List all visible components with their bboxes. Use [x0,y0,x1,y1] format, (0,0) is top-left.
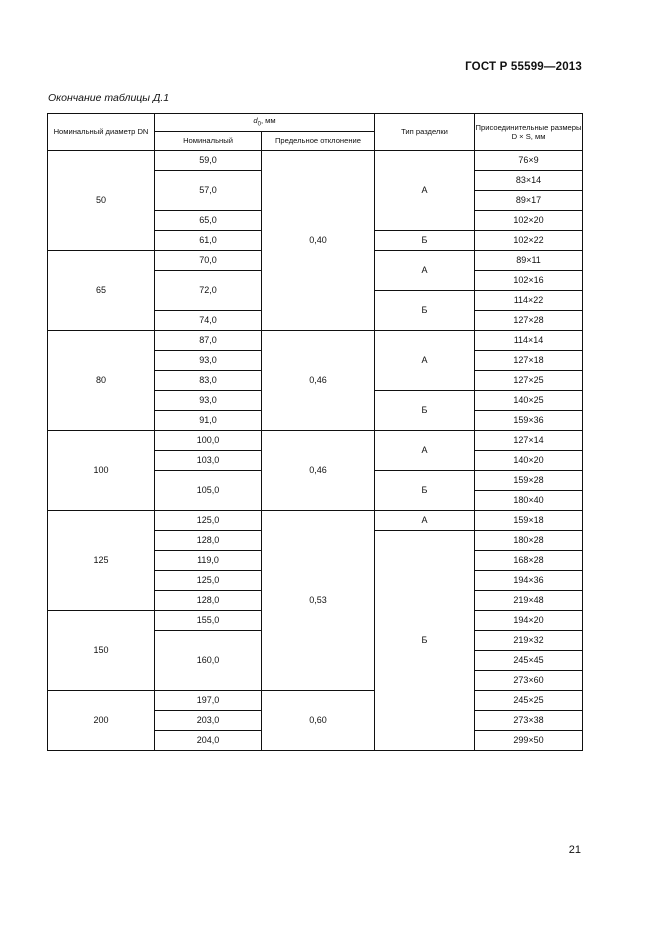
nominal-cell: 125,0 [155,571,262,591]
nominal-cell: 103,0 [155,451,262,471]
dn-cell: 125 [48,511,155,611]
header-sizes: Присоединительные размеры D × S, мм [475,114,583,151]
deviation-cell: 0,46 [262,331,375,431]
size-cell: 219×48 [475,591,583,611]
size-cell: 180×28 [475,531,583,551]
nominal-cell: 128,0 [155,591,262,611]
nominal-cell: 83,0 [155,371,262,391]
type-cell: Б [375,471,475,511]
nominal-cell: 119,0 [155,551,262,571]
nominal-cell: 59,0 [155,151,262,171]
type-cell: А [375,251,475,291]
nominal-cell: 197,0 [155,691,262,711]
size-cell: 159×28 [475,471,583,491]
nominal-cell: 91,0 [155,411,262,431]
deviation-cell: 0,40 [262,151,375,331]
size-cell: 159×36 [475,411,583,431]
dn-cell: 200 [48,691,155,751]
type-cell: А [375,511,475,531]
nominal-cell: 65,0 [155,211,262,231]
size-cell: 127×18 [475,351,583,371]
size-cell: 159×18 [475,511,583,531]
deviation-cell: 0,60 [262,691,375,751]
size-cell: 127×25 [475,371,583,391]
size-cell: 140×20 [475,451,583,471]
nominal-cell: 203,0 [155,711,262,731]
size-cell: 76×9 [475,151,583,171]
size-cell: 140×25 [475,391,583,411]
header-dn: Номинальный диаметр DN [48,114,155,151]
size-cell: 127×28 [475,311,583,331]
type-cell: А [375,431,475,471]
type-cell: А [375,331,475,391]
nominal-cell: 57,0 [155,171,262,211]
size-cell: 83×14 [475,171,583,191]
dn-cell: 100 [48,431,155,511]
deviation-cell: 0,53 [262,511,375,691]
page-number: 21 [568,844,581,856]
nominal-cell: 105,0 [155,471,262,511]
size-cell: 219×32 [475,631,583,651]
dn-cell: 50 [48,151,155,251]
header-type: Тип разделки [375,114,475,151]
nominal-cell: 72,0 [155,271,262,311]
type-cell: Б [375,391,475,431]
header-deviation: Предельное отклонение [262,132,375,151]
nominal-cell: 155,0 [155,611,262,631]
size-cell: 180×40 [475,491,583,511]
nominal-cell: 160,0 [155,631,262,691]
size-cell: 194×36 [475,571,583,591]
header-nominal: Номинальный [155,132,262,151]
size-cell: 245×25 [475,691,583,711]
size-cell: 245×45 [475,651,583,671]
size-cell: 127×14 [475,431,583,451]
nominal-cell: 93,0 [155,391,262,411]
standard-number: ГОСТ Р 55599—2013 [465,61,582,73]
dimensions-table [47,113,583,751]
nominal-cell: 87,0 [155,331,262,351]
table-caption: Окончание таблицы Д.1 [48,92,170,104]
nominal-cell: 100,0 [155,431,262,451]
size-cell: 273×38 [475,711,583,731]
nominal-cell: 61,0 [155,231,262,251]
size-cell: 194×20 [475,611,583,631]
size-cell: 102×16 [475,271,583,291]
size-cell: 273×60 [475,671,583,691]
nominal-cell: 93,0 [155,351,262,371]
dn-cell: 65 [48,251,155,331]
size-cell: 89×11 [475,251,583,271]
size-cell: 102×20 [475,211,583,231]
type-cell: Б [375,531,475,751]
size-cell: 114×22 [475,291,583,311]
type-cell: Б [375,231,475,251]
deviation-cell: 0,46 [262,431,375,511]
nominal-cell: 74,0 [155,311,262,331]
dn-cell: 80 [48,331,155,431]
type-cell: А [375,151,475,231]
header-d0: $d_0$, мм [155,114,375,132]
nominal-cell: 128,0 [155,531,262,551]
size-cell: 299×50 [475,731,583,751]
nominal-cell: 204,0 [155,731,262,751]
size-cell: 114×14 [475,331,583,351]
size-cell: 89×17 [475,191,583,211]
size-cell: 168×28 [475,551,583,571]
nominal-cell: 70,0 [155,251,262,271]
dn-cell: 150 [48,611,155,691]
type-cell: Б [375,291,475,331]
nominal-cell: 125,0 [155,511,262,531]
size-cell: 102×22 [475,231,583,251]
